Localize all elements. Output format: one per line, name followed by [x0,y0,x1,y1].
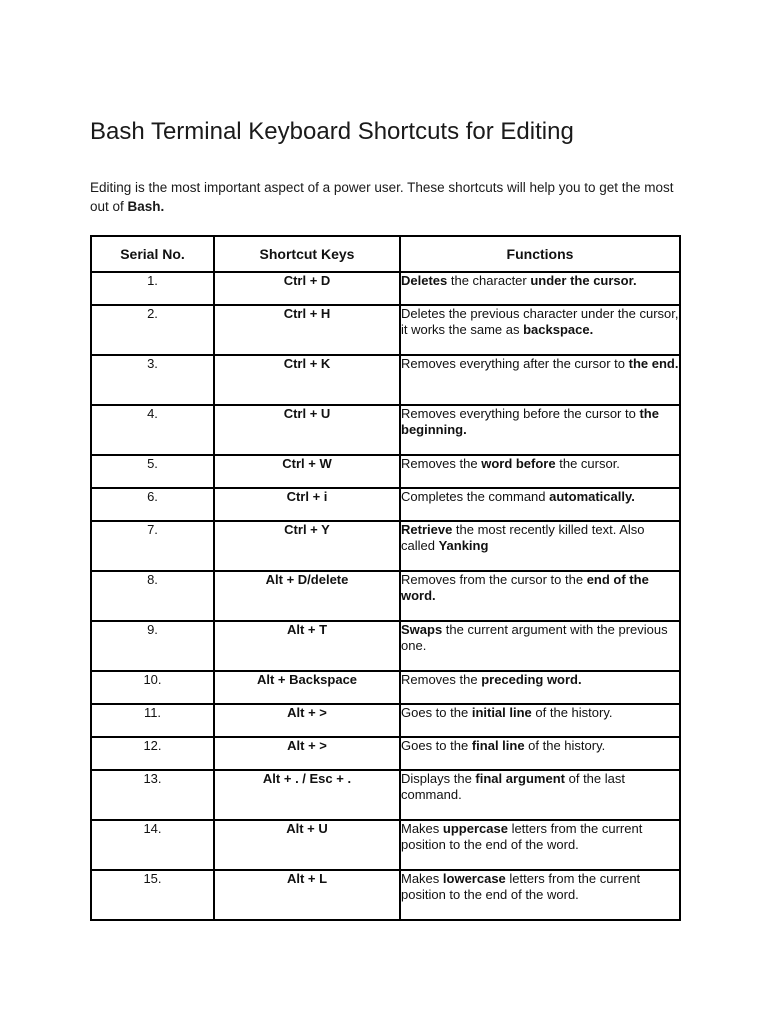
table-row [91,870,680,920]
function-description-cell [400,704,680,737]
shortcuts-table [90,235,681,921]
shortcut-keys-cell: Alt + . / Esc + . [214,770,400,820]
function-text-run: uppercase [442,821,508,836]
shortcut-keys-cell: Alt + U [214,820,400,870]
function-text-run: Removes everything after the cursor to [401,356,629,371]
table-row [91,488,680,521]
serial-number-cell: 15. [91,870,214,920]
serial-number-cell: 14. [91,820,214,870]
serial-number-cell: 1. [91,272,214,305]
function-text-run: end of the word. [401,572,649,603]
function-description-cell [400,521,680,571]
function-text-run: initial line [471,705,532,720]
function-text-run: Removes from the cursor to the [401,572,587,587]
function-text-run: the beginning. [401,406,659,437]
table-row [91,704,680,737]
table-row [91,355,680,405]
function-text-run: of the history. [524,738,606,753]
table-row [91,770,680,820]
table-row [91,455,680,488]
function-text-run: Removes everything before the cursor to [401,406,640,421]
function-description-cell [400,737,680,770]
shortcut-keys-cell: Ctrl + H [214,305,400,355]
function-text-run: Swaps [401,622,443,637]
function-text-run: Removes the [401,456,482,471]
serial-number-cell: 13. [91,770,214,820]
function-text-run: Goes to the [401,705,472,720]
header-shortcut-keys: Shortcut Keys [214,236,400,272]
serial-number-cell: 4. [91,405,214,455]
function-text-run: word before [481,456,556,471]
function-text-run: automatically. [549,489,635,504]
table-row [91,405,680,455]
table-row [91,671,680,704]
shortcut-keys-cell: Ctrl + D [214,272,400,305]
function-text-run: Removes the [401,672,482,687]
function-description-cell [400,621,680,671]
function-text-run: backspace. [523,322,594,337]
function-text-run: the end. [628,356,679,371]
function-text-run: the cursor. [555,456,620,471]
shortcut-keys-cell: Alt + > [214,704,400,737]
table-row [91,571,680,621]
function-text-run: under the cursor. [530,273,637,288]
shortcut-keys-cell: Ctrl + i [214,488,400,521]
function-description-cell [400,820,680,870]
function-description-cell [400,770,680,820]
function-description-cell [400,455,680,488]
function-description-cell [400,571,680,621]
function-text-run: Displays the [401,771,476,786]
shortcut-keys-cell: Ctrl + U [214,405,400,455]
table-header-row [91,236,680,272]
table-row [91,272,680,305]
function-text-run: of the history. [531,705,613,720]
shortcut-keys-cell: Alt + T [214,621,400,671]
function-text-run: letters from the current position to the end of the word. [401,871,641,902]
shortcut-keys-cell: Alt + L [214,870,400,920]
function-text-run: Deletes [401,273,448,288]
serial-number-cell: 6. [91,488,214,521]
intro-paragraph [90,178,680,216]
function-description-cell [400,488,680,521]
intro-text-run: Editing is the most important aspect of a power user. These shortcuts will help you to get the most out of [90,180,674,214]
serial-number-cell: 8. [91,571,214,621]
function-text-run: of the last command. [401,771,625,802]
shortcut-keys-cell: Alt + Backspace [214,671,400,704]
function-description-cell [400,405,680,455]
table-row [91,621,680,671]
intro-text-run: Bash. [127,199,165,214]
header-serial-no: Serial No. [91,236,214,272]
header-functions: Functions [400,236,680,272]
function-text-run: the current argument with the previous one. [401,622,668,653]
serial-number-cell: 11. [91,704,214,737]
serial-number-cell: 12. [91,737,214,770]
shortcut-keys-cell: Ctrl + K [214,355,400,405]
function-text-run: Goes to the [401,738,472,753]
function-text-run: Yanking [438,538,489,553]
function-text-run: the character [447,273,531,288]
function-description-cell [400,870,680,920]
function-text-run: final line [471,738,525,753]
function-description-cell [400,355,680,405]
table-row [91,521,680,571]
function-text-run: the most recently killed text. Also called [401,522,645,553]
function-description-cell [400,671,680,704]
function-text-run: Retrieve [401,522,453,537]
page-title: Bash Terminal Keyboard Shortcuts for Editing [90,118,574,145]
function-text-run: preceding word. [481,672,582,687]
serial-number-cell: 7. [91,521,214,571]
function-description-cell [400,305,680,355]
serial-number-cell: 3. [91,355,214,405]
table-row [91,737,680,770]
function-text-run: Makes [401,871,443,886]
function-text-run: lowercase [442,871,506,886]
serial-number-cell: 5. [91,455,214,488]
serial-number-cell: 10. [91,671,214,704]
shortcut-keys-cell: Alt + D/delete [214,571,400,621]
shortcut-keys-cell: Ctrl + Y [214,521,400,571]
function-text-run: Completes the command [401,489,550,504]
function-text-run: final argument [475,771,565,786]
function-description-cell [400,272,680,305]
function-text-run: Deletes the previous character under the cursor, it works the same as [401,306,679,337]
function-text-run: letters from the current position to the end of the word. [401,821,643,852]
serial-number-cell: 9. [91,621,214,671]
table-row [91,305,680,355]
function-text-run: Makes [401,821,443,836]
shortcut-keys-cell: Alt + > [214,737,400,770]
shortcut-keys-cell: Ctrl + W [214,455,400,488]
table-row [91,820,680,870]
serial-number-cell: 2. [91,305,214,355]
